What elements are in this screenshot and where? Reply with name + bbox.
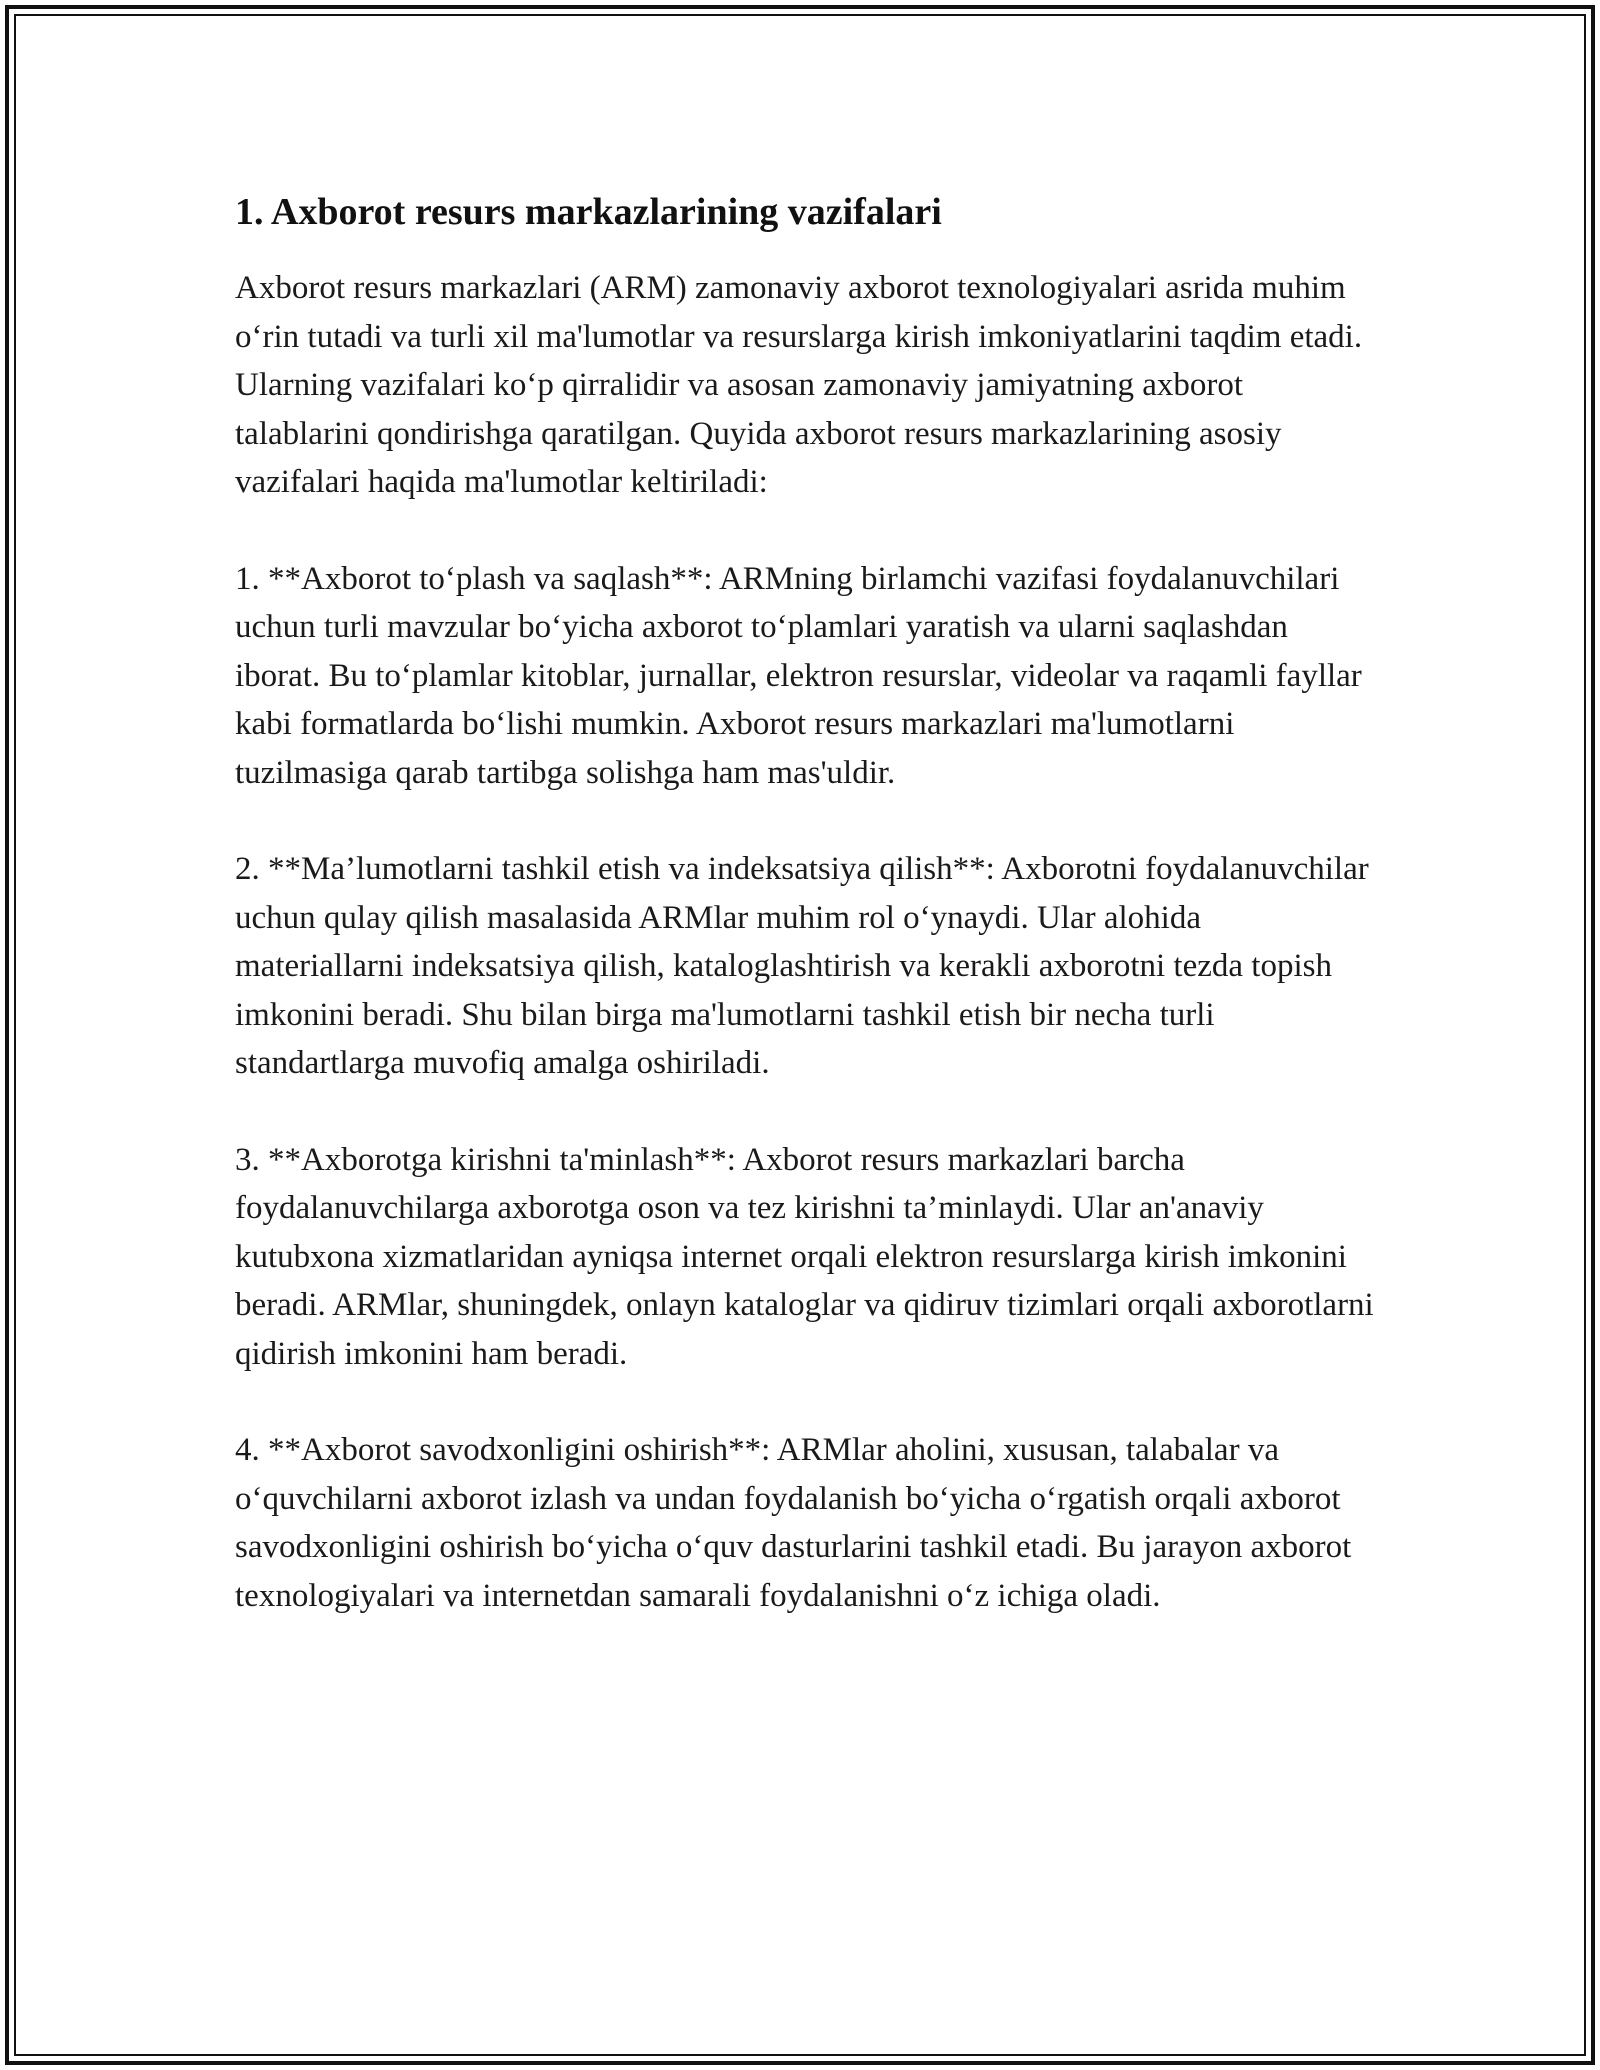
list-item-3: 3. **Axborotga kirishni ta'minlash**: Axborot resurs markazlari barcha foydalanuvchilarga axborotga oson va tez kirishni ta’minlaydi. Ular an'anaviy kutubxona xizmatlaridan ayniqsa internet orqali elektron resurslarga kirish imkonini beradi. ARMlar, shuningdek, onlayn kataloglar va qidiruv tizimlari orqali axborotlarni qidirish imkonini ham beradi. [235, 1141, 1374, 1372]
list-item-2: 2. **Ma’lumotlarni tashkil etish va indeksatsiya qilish**: Axborotni foydalanuvchilar uchun qulay qilish masalasida ARMlar muhim rol o‘ynaydi. Ular alohida materiallarni indeksatsiya qilish, kataloglashtirish va kerakli axborotni tezda topish imkonini beradi. Shu bilan birga ma'lumotlarni tashkil etish bir necha turli standartlarga muvofiq amalga oshiriladi. [235, 851, 1369, 1081]
document-title: 1. Axborot resurs markazlarining vazifalari [235, 191, 942, 233]
list-item-4: 4. **Axborot savodxonligini oshirish**: ARMlar aholini, xususan, talabalar va o‘quvchilarni axborot izlash va undan foydalanish bo‘yicha o‘rgatish orqali axborot savodxonligini oshirish bo‘yicha o‘quv dasturlarini tashkil etadi. Bu jarayon axborot texnologiyalari va internetdan samarali foydalanishni o‘z ichiga oladi. [235, 1432, 1352, 1614]
document-body [235, 186, 1375, 1668]
list-item-1: 1. **Axborot to‘plash va saqlash**: ARMning birlamchi vazifasi foydalanuvchilari uchun turli mavzular bo‘yicha axborot to‘plamlari yaratish va ularni saqlashdan iborat. Bu to‘plamlar kitoblar, jurnallar, elektron resurslar, videolar va raqamli fayllar kabi formatlarda bo‘lishi mumkin. Axborot resurs markazlari ma'lumotlarni tuzilmasiga qarab tartibga solishga ham mas'uldir. [235, 560, 1362, 791]
intro-paragraph: Axborot resurs markazlari (ARM) zamonaviy axborot texnologiyalari asrida muhim o‘rin tutadi va turli xil ma'lumotlar va resurslarga kirish imkoniyatlarini taqdim etadi. Ularning vazifalari ko‘p qirralidir va asosan zamonaviy jamiyatning axborot talablarini qondirishga qaratilgan. Quyida axborot resurs markazlarining asosiy vazifalari haqida ma'lumotlar keltiriladi: [235, 270, 1363, 500]
